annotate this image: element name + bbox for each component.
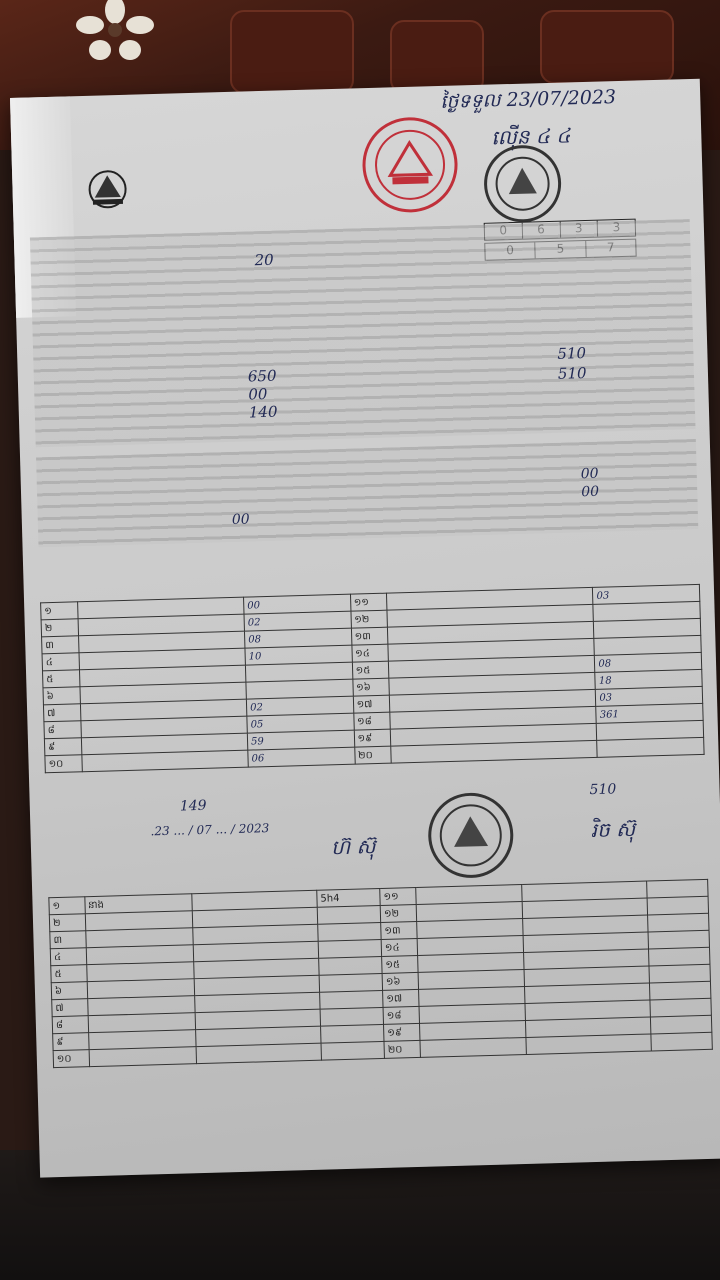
observer-time bbox=[319, 956, 383, 975]
table-pattern bbox=[540, 10, 674, 84]
row-number-right: ១៧ bbox=[353, 695, 390, 713]
row-number-right: ១២ bbox=[351, 610, 388, 628]
votes-right: 361 bbox=[596, 703, 703, 723]
form-section-1 bbox=[30, 219, 696, 447]
observer-name bbox=[89, 1047, 197, 1067]
observer-time bbox=[318, 939, 382, 958]
votes-right bbox=[597, 737, 704, 757]
votes-right: 03 bbox=[593, 584, 700, 604]
row-number-left: ៦ bbox=[51, 982, 87, 1000]
observer-time-right bbox=[646, 879, 708, 898]
observer-signature-right bbox=[526, 1034, 651, 1054]
row-number-left: ១ bbox=[41, 602, 78, 620]
row-number-right: ១៤ bbox=[381, 938, 417, 956]
row-number-left: ២ bbox=[49, 914, 85, 932]
handwritten-value-b: 00 bbox=[248, 384, 268, 404]
row-number-right: ១៩ bbox=[354, 729, 391, 747]
row-number-right: ១៩ bbox=[384, 1023, 420, 1041]
party-name-left bbox=[82, 750, 249, 772]
handwritten-initials: ល៉ើន ៤ ៤ bbox=[490, 123, 571, 150]
row-number-left: ៨ bbox=[52, 1016, 88, 1034]
observer-time-right bbox=[650, 1015, 712, 1034]
observer-time-right bbox=[651, 1032, 713, 1051]
document-page bbox=[10, 79, 720, 1178]
votes-right: 08 bbox=[595, 652, 702, 672]
row-number-right: ១២ bbox=[380, 904, 416, 922]
row-number-left: ៩ bbox=[53, 1033, 89, 1051]
official-seal-icon bbox=[481, 143, 563, 225]
table-pattern bbox=[390, 20, 484, 94]
row-number-right: ២០ bbox=[384, 1040, 420, 1058]
committee-seal-icon bbox=[425, 789, 517, 881]
observer-time bbox=[320, 990, 384, 1009]
observer-time-right bbox=[647, 913, 709, 932]
row-number-right: ១៥ bbox=[382, 955, 418, 973]
votes-right: 18 bbox=[595, 669, 702, 689]
observer-time bbox=[321, 1024, 385, 1043]
row-number-right: ១៦ bbox=[382, 972, 418, 990]
red-seal-icon bbox=[359, 113, 462, 216]
signature-left: ហ៊ ស៊ុ bbox=[330, 834, 376, 860]
summary-right-total: 510 bbox=[589, 781, 617, 799]
observer-time bbox=[320, 1007, 384, 1026]
observer-time-right bbox=[649, 981, 711, 1000]
observer-name: នាង bbox=[84, 894, 192, 914]
row-number-left: ១០ bbox=[53, 1050, 89, 1068]
date-line: .23 ... / 07 ... / 2023 bbox=[150, 821, 270, 839]
flower-pattern-icon bbox=[70, 0, 160, 70]
observer-time-right bbox=[648, 930, 710, 949]
handwritten-received: 510 bbox=[557, 364, 587, 383]
votes-left: 00 bbox=[244, 594, 351, 614]
handwritten-code: 20 bbox=[254, 250, 274, 270]
summary-left-total: 149 bbox=[179, 797, 207, 815]
observer-time-right bbox=[650, 998, 712, 1017]
observer-time: 5h4 bbox=[317, 888, 381, 907]
emblem-icon bbox=[82, 167, 133, 212]
handwritten-date: ថ្ងៃទទួល 23/07/2023 bbox=[439, 86, 617, 113]
row-number-right: ២០ bbox=[354, 746, 391, 764]
row-number-right: ១៤ bbox=[351, 644, 388, 662]
votes-right: 03 bbox=[596, 686, 703, 706]
row-number-left: ៥ bbox=[51, 965, 87, 983]
row-number-left: ៧ bbox=[43, 704, 80, 722]
votes-left: 02 bbox=[244, 611, 351, 631]
row-number-right: ១៣ bbox=[381, 921, 417, 939]
handwritten-zero-1: 00 bbox=[580, 465, 599, 483]
handwritten-total: 510 bbox=[557, 344, 587, 363]
row-number-right: ១១ bbox=[350, 593, 387, 611]
row-number-left: ១ bbox=[49, 897, 85, 915]
row-number-right: ១៨ bbox=[353, 712, 390, 730]
handwritten-value-a: 650 bbox=[247, 366, 277, 386]
observer-time-right bbox=[647, 896, 709, 915]
row-number-right: ១៨ bbox=[383, 1006, 419, 1024]
row-number-left: ២ bbox=[41, 619, 78, 637]
votes-left: 10 bbox=[245, 645, 352, 665]
votes-left: 06 bbox=[248, 747, 355, 767]
observer-time bbox=[321, 1041, 385, 1060]
observer-time bbox=[319, 973, 383, 992]
votes-left: 59 bbox=[247, 730, 354, 750]
observer-time-right bbox=[649, 964, 711, 983]
votes-left: 08 bbox=[245, 628, 352, 648]
row-number-right: ១៥ bbox=[352, 661, 389, 679]
row-number-left: ៤ bbox=[50, 948, 86, 966]
observer-time-right bbox=[648, 947, 710, 966]
signature-right: រិច ស៊ុ bbox=[590, 816, 636, 843]
row-number-right: ១១ bbox=[380, 887, 416, 905]
votes-left: 02 bbox=[246, 696, 353, 716]
handwritten-zero-2: 00 bbox=[581, 483, 600, 501]
votes-left: 05 bbox=[247, 713, 354, 733]
row-number-left: ៦ bbox=[43, 687, 80, 705]
handwritten-value-c: 140 bbox=[248, 402, 278, 422]
row-number-left: ៧ bbox=[52, 999, 88, 1017]
row-number-left: ៩ bbox=[44, 738, 81, 756]
results-table bbox=[40, 584, 705, 773]
row-number-right: ១៦ bbox=[352, 678, 389, 696]
row-number-left: ៨ bbox=[44, 721, 81, 739]
observer-name-right bbox=[420, 1037, 527, 1057]
row-number-left: ៣ bbox=[42, 636, 79, 654]
observer-signature bbox=[197, 1043, 322, 1063]
row-number-left: ៥ bbox=[43, 670, 80, 688]
row-number-left: ៤ bbox=[42, 653, 79, 671]
handwritten-row2: 00 bbox=[231, 511, 250, 528]
observer-time bbox=[318, 922, 382, 941]
observer-time bbox=[317, 905, 381, 924]
row-number-left: ៣ bbox=[50, 931, 86, 949]
table-pattern bbox=[230, 10, 354, 94]
row-number-right: ១៧ bbox=[383, 989, 419, 1007]
row-number-left: ១០ bbox=[45, 755, 82, 773]
row-number-right: ១៣ bbox=[351, 627, 388, 645]
observers-table bbox=[48, 879, 713, 1068]
